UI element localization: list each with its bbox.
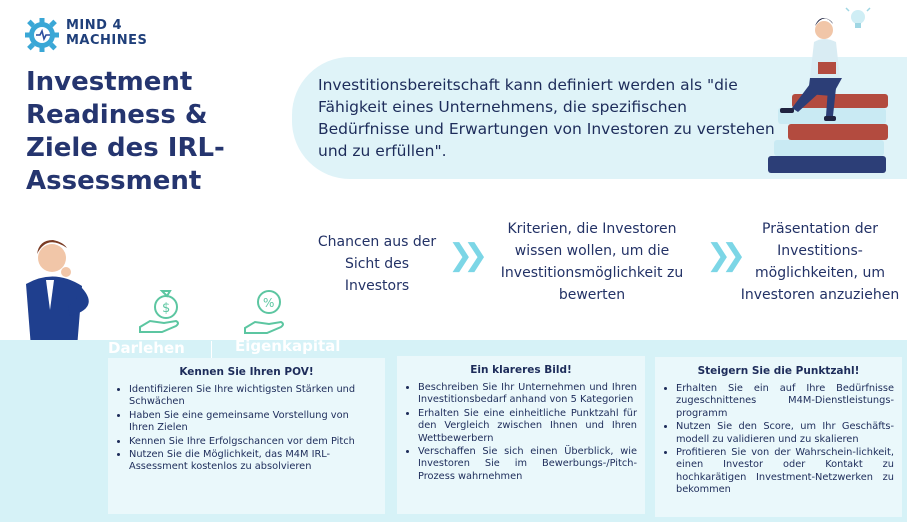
card-list xyxy=(108,384,385,474)
percent-hand-icon xyxy=(243,288,295,336)
chevron-right-icon: ❯❯ xyxy=(448,238,479,273)
brand-line-1: MIND 4 xyxy=(66,18,123,33)
tag-divider xyxy=(211,341,212,359)
card-title: Kennen Sie Ihren POV! xyxy=(179,366,314,378)
list-item: • Erhalten Sie ein auf Ihre Bedürfnisse zugeschnittenes M4M-Dienstleistungs-programm xyxy=(676,383,894,420)
card-clearer-picture xyxy=(397,356,645,514)
list-item: • Profitieren Sie von der Wahrschein-lichkeit, einen Investor oder Kontakt zu hochkarätigen Investment-Netzwerken zu bekommen xyxy=(676,447,894,497)
card-title: Steigern Sie die Punktzahl! xyxy=(697,365,860,377)
list-item: • Nutzen Sie die Möglichkeit, das M4M IRL-Assessment kostenlos zu absolvieren xyxy=(129,449,377,474)
light-bulb-icon xyxy=(846,8,870,28)
card-title: Ein klareres Bild! xyxy=(470,364,572,376)
svg-text:$: $ xyxy=(162,301,171,316)
page-title: Investment Readiness & Ziele des IRL-Assessment xyxy=(26,67,225,196)
step-investor-perspective: Chancen aus der Sicht des Investors xyxy=(317,234,437,294)
definition-text: Investitionsbereitschaft kann definiert werden als "die Fähigkeit eines Unternehmens, die spezifischen Bedürfnisse und Erwartungen von Investoren zu verstehen und zu erfüllen". xyxy=(318,76,775,160)
tag-loan: Darlehen xyxy=(108,339,185,357)
card-list xyxy=(397,382,645,483)
list-item: • Nutzen Sie den Score, um Ihr Geschäfts-modell zu validieren und zu skalieren xyxy=(676,421,894,446)
reading-person-illustration xyxy=(762,4,902,178)
list-item: • Verschaffen Sie sich einen Überblick, wie Investoren Sie im Bewerbungs-/Pitch-Prozess wahrnehmen xyxy=(418,446,637,483)
tag-equity: Eigenkapital xyxy=(235,337,341,355)
card-know-your-pov xyxy=(108,358,385,514)
card-list xyxy=(655,383,902,497)
brand-line-2: MACHINES xyxy=(66,33,148,48)
step-presentation: Präsentation der Investitions-möglichkeiten, um Investoren anzuziehen xyxy=(740,221,900,303)
list-item: • Kennen Sie Ihre Erfolgschancen vor dem Pitch xyxy=(129,436,377,448)
money-bag-hand-icon xyxy=(138,285,190,335)
step-investor-criteria: Kriterien, die Investoren wissen wollen, um die Investitionsmöglichkeit zu bewerten xyxy=(500,221,684,303)
list-item: • Erhalten Sie eine einheitliche Punktzahl für den Vergleich zwischen Ihnen und Ihren Wettbewerbern xyxy=(418,408,637,445)
card-increase-score xyxy=(655,357,902,517)
brand-name xyxy=(66,18,147,48)
svg-text:%: % xyxy=(263,296,275,310)
list-item: • Haben Sie eine gemeinsame Vorstellung von Ihren Zielen xyxy=(129,410,377,435)
list-item: • Beschreiben Sie Ihr Unternehmen und Ihren Investitionsbedarf anhand von 5 Kategorien xyxy=(418,382,637,407)
gear-brain-logo-icon xyxy=(24,17,60,53)
chevron-right-icon: ❯❯ xyxy=(706,238,737,273)
list-item: • Identifizieren Sie Ihre wichtigsten Stärken und Schwächen xyxy=(129,384,377,409)
